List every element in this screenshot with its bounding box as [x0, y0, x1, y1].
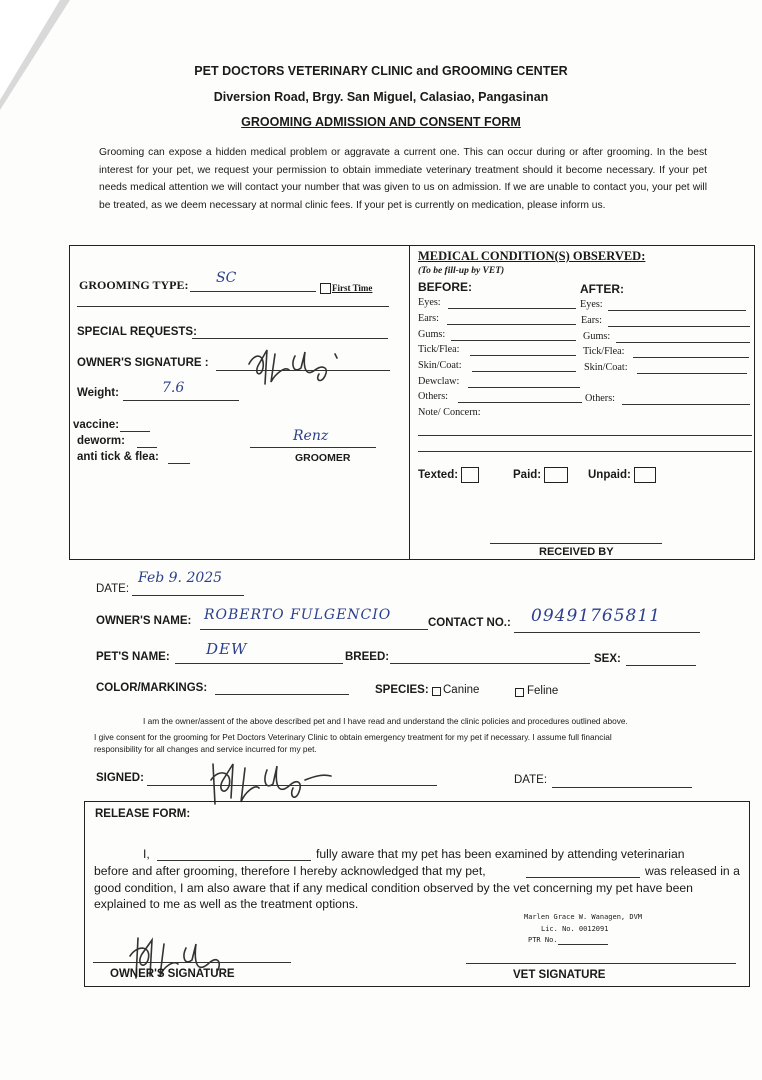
color-label: COLOR/MARKINGS: [96, 682, 208, 694]
date-label: DATE: [96, 583, 130, 595]
after-skincoat-label: Skin/Coat: [584, 362, 628, 373]
breed-line[interactable] [390, 663, 590, 664]
note-line-1[interactable] [418, 435, 752, 436]
page-fold [0, 0, 60, 100]
grooming-type-line [190, 291, 316, 292]
contact-line[interactable] [514, 632, 700, 633]
canine-checkbox[interactable] [432, 687, 441, 696]
consent-date-label: DATE: [514, 774, 548, 786]
before-tickflea-line[interactable] [470, 355, 576, 356]
texted-label: Texted: [418, 467, 479, 483]
release-p1-a: I, [143, 847, 150, 861]
before-skincoat-line[interactable] [472, 371, 576, 372]
before-ears-line[interactable] [447, 324, 576, 325]
sex-label: SEX: [594, 653, 621, 665]
paid-label: Paid: [513, 467, 568, 483]
owner-name-line[interactable] [200, 629, 428, 630]
before-dewclaw-line[interactable] [468, 387, 580, 388]
vet-stamp-ptr: PTR No. [528, 936, 558, 944]
weight-value: 7.6 [162, 380, 185, 396]
clinic-name: PET DOCTORS VETERINARY CLINIC and GROOMING CENTER [194, 64, 568, 78]
received-by-line[interactable] [490, 543, 662, 544]
weight-line[interactable] [123, 400, 239, 401]
before-gums-line[interactable] [451, 340, 576, 341]
release-pet-line[interactable] [526, 877, 640, 878]
vet-stamp-name: Marlen Grace W. Wanagen, DVM [524, 913, 643, 921]
contact-value: 09491765811 [531, 606, 661, 626]
vaccine-label: vaccine: [73, 419, 120, 431]
pet-name-value: DEW [206, 640, 248, 658]
grooming-type-label: GROOMING TYPE: [79, 278, 189, 292]
medical-title: MEDICAL CONDITION(S) OBSERVED: [418, 249, 646, 263]
vaccine-line[interactable] [120, 431, 150, 432]
before-gums-label: Gums: [418, 329, 446, 340]
clinic-address: Diversion Road, Brgy. San Miguel, Calasiao, Pangasinan [213, 90, 549, 104]
vet-sig-label: VET SIGNATURE [513, 969, 606, 981]
unpaid-checkbox[interactable] [634, 467, 656, 483]
feline-checkbox[interactable] [515, 688, 524, 697]
after-ears-line[interactable] [608, 326, 750, 327]
release-owner-sig-line[interactable] [93, 962, 291, 963]
first-time-label: First Time [332, 283, 373, 293]
before-others-line[interactable] [458, 402, 582, 403]
before-label: BEFORE: [418, 280, 472, 294]
canine-label: Canine [443, 684, 480, 696]
antitick-line[interactable] [168, 463, 190, 464]
before-dewclaw-label: Dewclaw: [418, 376, 460, 387]
note-line-2[interactable] [418, 451, 752, 452]
vet-stamp-lic: Lic. No. 0012091 [541, 925, 609, 933]
deworm-label: deworm: [77, 435, 125, 447]
weight-label: Weight: [77, 387, 119, 399]
signed-label: SIGNED: [96, 772, 144, 784]
after-skincoat-line[interactable] [637, 373, 747, 374]
date-line[interactable] [132, 595, 244, 596]
release-p2-a: before and after grooming, therefore I hereby acknowledged that my pet, [94, 864, 486, 878]
owner-name-value: ROBERTO FULGENCIO [204, 607, 392, 623]
after-tickflea-line[interactable] [633, 357, 749, 358]
grooming-type-value[interactable]: SC [216, 270, 237, 286]
breed-label: BREED: [345, 651, 390, 663]
before-eyes-label: Eyes: [418, 297, 441, 308]
contact-label: CONTACT NO.: [428, 617, 511, 629]
deworm-line[interactable] [137, 447, 157, 448]
consent-line-2: I give consent for the grooming for Pet Doctors Veterinary Clinic to obtain emergency treatment for my pet if necessary. I assume full financial [94, 732, 612, 742]
groomer-line[interactable] [250, 447, 376, 448]
release-p4: explained to me as well as the treatment options. [94, 897, 359, 911]
after-others-label: Others: [585, 393, 615, 404]
before-others-label: Others: [418, 391, 448, 402]
after-gums-line[interactable] [616, 342, 750, 343]
after-gums-label: Gums: [583, 331, 611, 342]
consent-line-3: responsibility for all changes and service incurred for my pet. [94, 744, 317, 754]
pet-name-line[interactable] [175, 663, 343, 664]
special-requests-label: SPECIAL REQUESTS: [77, 326, 197, 338]
note-concern-label: Note/ Concern: [418, 407, 481, 418]
before-eyes-line[interactable] [448, 308, 576, 309]
release-p3: good condition, I am also aware that if any medical condition observed by the vet concerning my pet have been [94, 881, 693, 895]
after-ears-label: Ears: [581, 315, 602, 326]
before-skincoat-label: Skin/Coat: [418, 360, 462, 371]
first-time-checkbox[interactable] [320, 283, 331, 294]
after-eyes-label: Eyes: [580, 299, 603, 310]
after-label: AFTER: [580, 282, 624, 296]
medical-subtitle: (To be fill-up by VET) [418, 266, 505, 276]
date-value: Feb 9. 2025 [138, 570, 223, 586]
form-title: GROOMING ADMISSION AND CONSENT FORM [241, 115, 521, 129]
color-line[interactable] [215, 694, 349, 695]
species-label: SPECIES: [375, 684, 429, 696]
release-owner-line[interactable] [157, 860, 311, 861]
consent-date-line[interactable] [552, 787, 692, 788]
feline-label: Feline [527, 685, 559, 697]
vet-ptr-line [558, 944, 608, 945]
release-owner-sig-label: OWNER'S SIGNATURE [110, 968, 235, 980]
before-tickflea-label: Tick/Flea: [418, 344, 460, 355]
groomer-label: GROOMER [295, 452, 351, 464]
owner-signature-label: OWNER'S SIGNATURE : [77, 357, 209, 369]
release-p1-b: fully aware that my pet has been examined by attending veterinarian [316, 847, 685, 861]
grooming-extra-line [77, 306, 389, 307]
owner-name-label: OWNER'S NAME: [96, 615, 192, 627]
consent-line-1: I am the owner/assent of the above described pet and I have read and understand the clinic policies and procedures outlined above. [143, 716, 628, 726]
unpaid-label: Unpaid: [588, 467, 656, 483]
vet-sig-line[interactable] [466, 963, 736, 964]
sex-line[interactable] [626, 665, 696, 666]
pet-name-label: PET'S NAME: [96, 651, 170, 663]
texted-checkbox[interactable] [461, 467, 479, 483]
before-ears-label: Ears: [418, 313, 439, 324]
received-by-label: RECEIVED BY [539, 546, 614, 558]
release-p2-b: was released in a [645, 864, 740, 878]
after-tickflea-label: Tick/Flea: [583, 346, 625, 357]
special-requests-line[interactable] [192, 338, 388, 339]
after-others-line[interactable] [622, 404, 750, 405]
owner-signature-drawing [245, 344, 355, 390]
groomer-value: Renz [293, 428, 329, 444]
column-divider [409, 245, 410, 559]
antitick-label: anti tick & flea: [77, 451, 159, 463]
after-eyes-line[interactable] [608, 310, 746, 311]
release-title: RELEASE FORM: [95, 808, 191, 820]
intro-paragraph: Grooming can expose a hidden medical problem or aggravate a current one. This can occur during or after grooming. In the best interest for your pet, we request your permission to obtain immediate veterinary treatment should it become necessary. If your pet needs medical attention we will contact your number that was given to us on admission. If we are unable to contact you, your pet will be treated, as we deem necessary at normal clinic fees. If your pet is currently on medication, please inform us. [99, 147, 707, 211]
paid-checkbox[interactable] [544, 467, 568, 483]
